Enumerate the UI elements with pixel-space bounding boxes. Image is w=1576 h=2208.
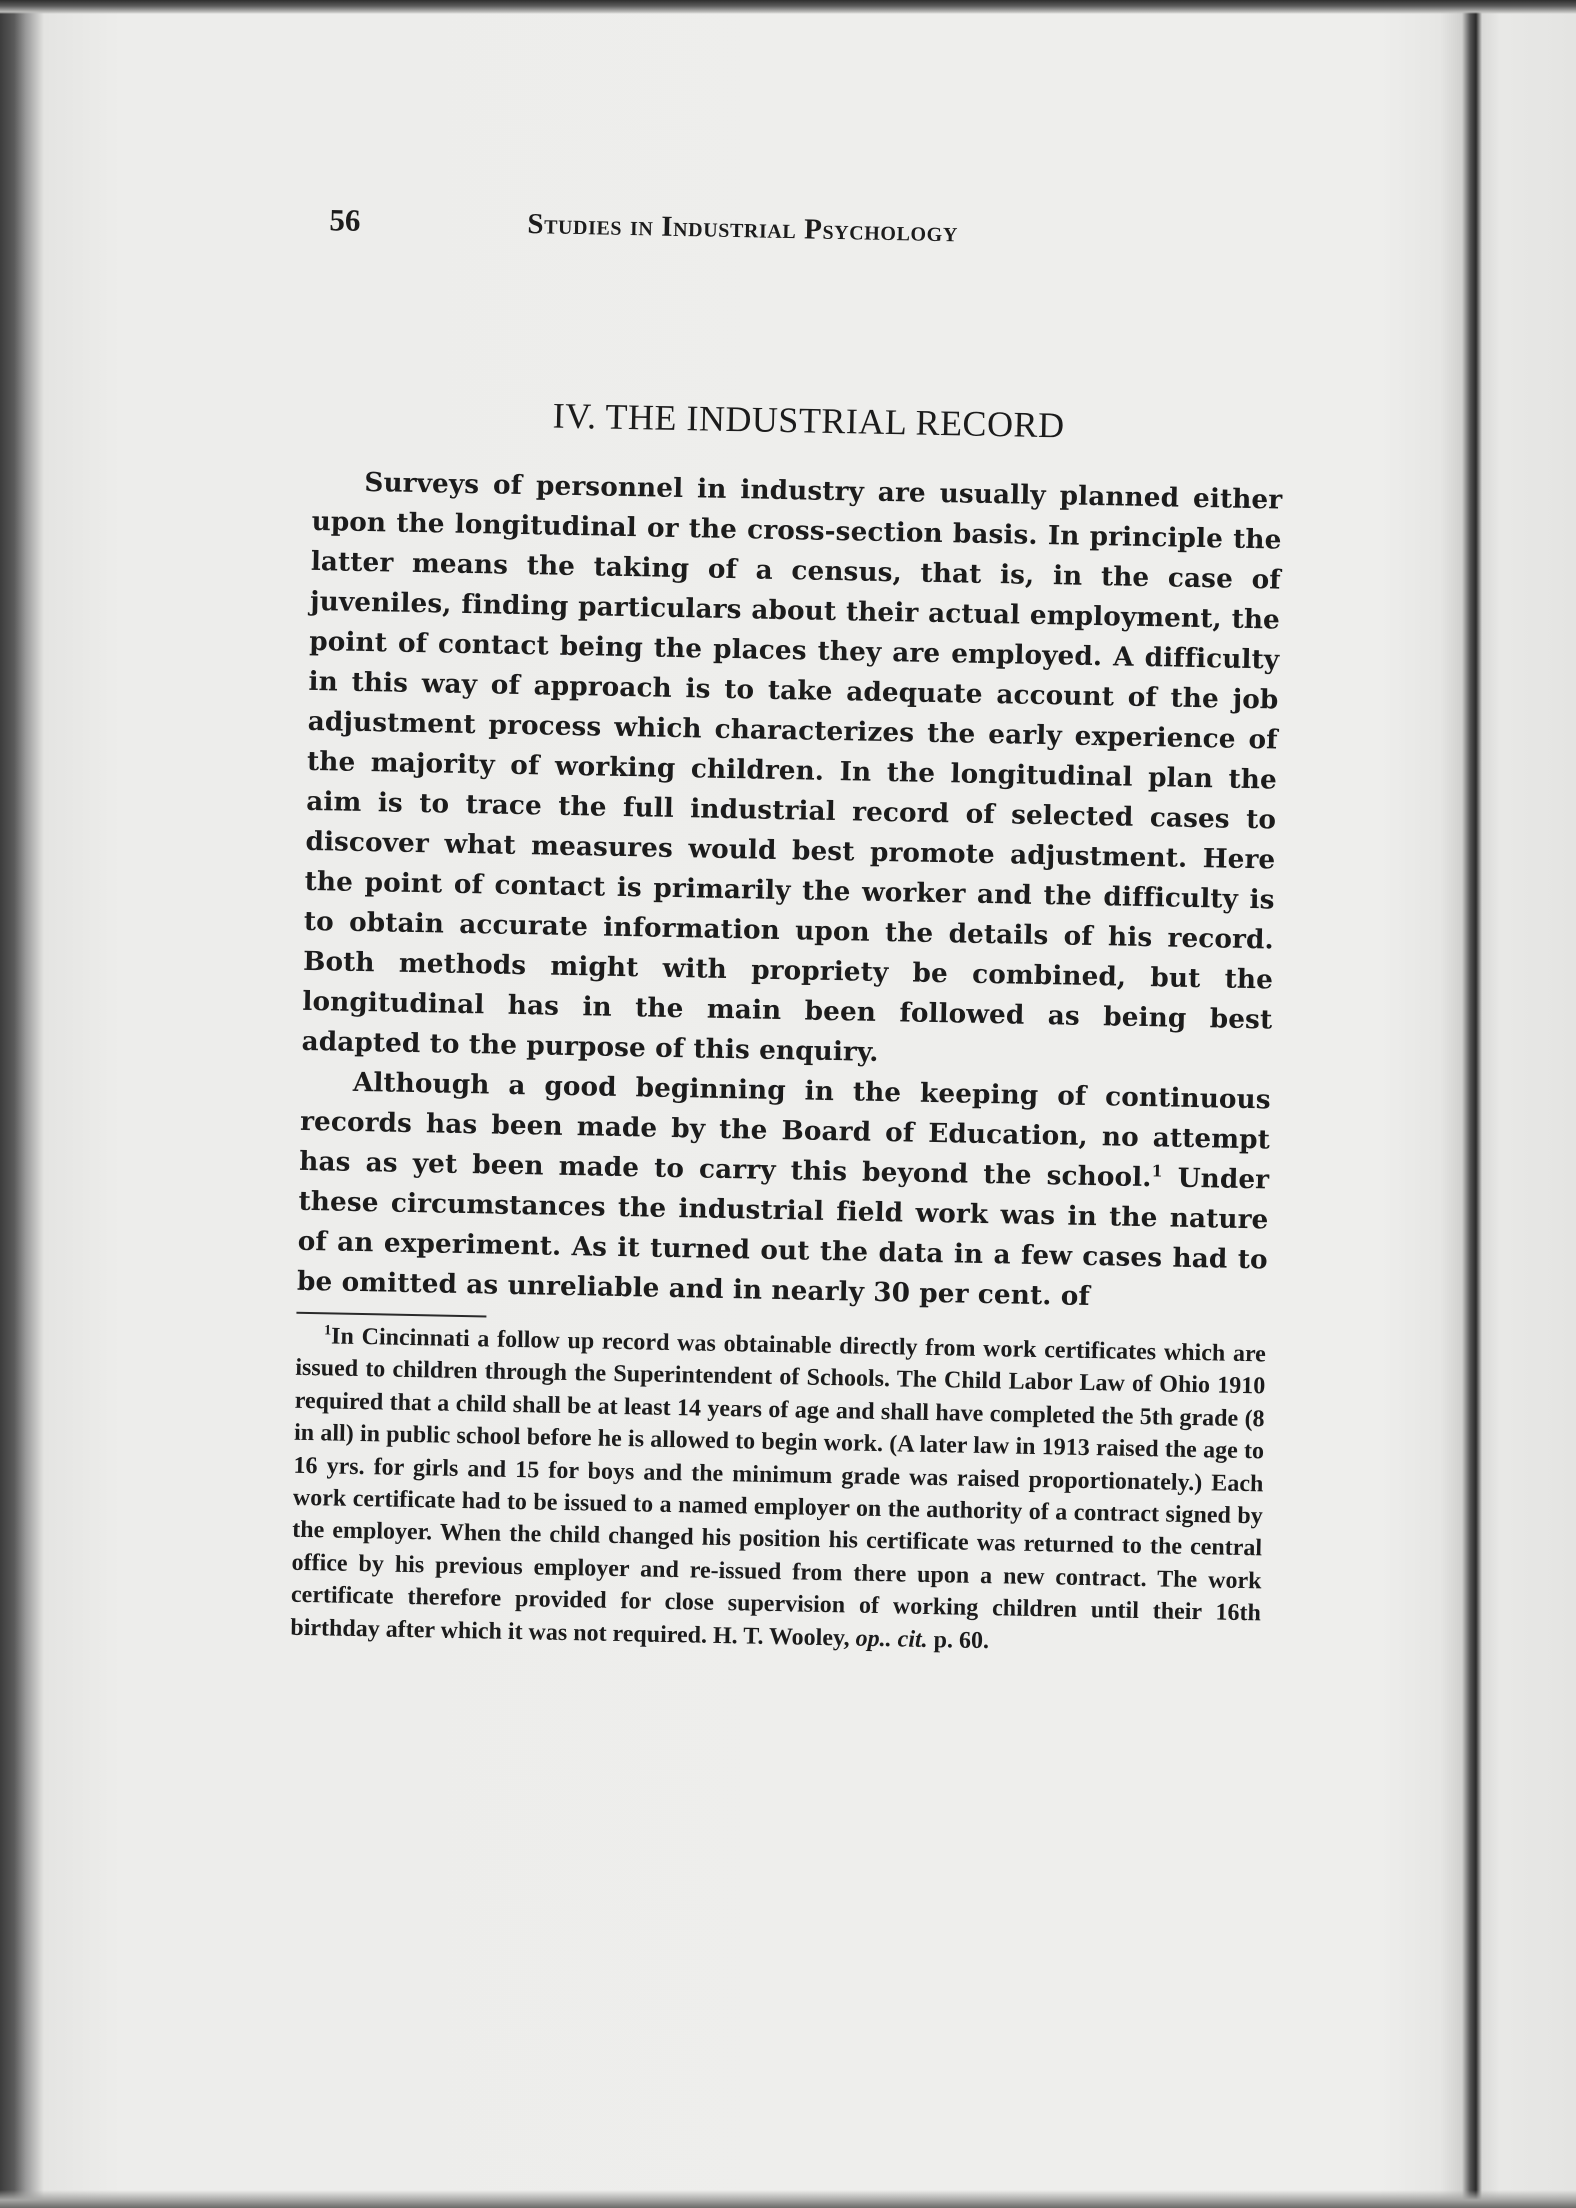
footnote-text: In Cincinnati a follow up record was obtainable directly from work certificates which are issued to children through the Superintendent of Schools. The Child Labor Law of Ohio 1910 required that a child shall be at least 14 years of age and shall have completed the 5th grade (8 in all) in public school before he is allowed to begin work. (A later law in 1913 raised the age to 16 yrs. for girls and 15 for boys and the minimum grade was raised proportionately.) Each work certificate had to be issued to a named employer on the authority of a contract signed by the employer. When the child changed his position his certificate was returned to the central office by his previous employer and re-issued from there upon a new contract. The work certificate therefore provided for close supervision of working children until their 16th birthday after which it was not required. H. T. Wooley, xyxy=(290,1323,1267,1652)
page-top-edge xyxy=(0,0,1576,14)
footnote-marker: 1 xyxy=(323,1322,332,1339)
body-paragraph xyxy=(297,1062,1271,1321)
body-text xyxy=(297,462,1283,1320)
paragraph-1-text: Surveys of personnel in industry are usually planned either upon the longitudinal or the cross-section basis. In principle the latter means the taking of a census, that is, in the case of juveniles, finding particulars about their actual employment, the point of contact being the places they are employed. A difficulty in this way of approach is to take adequate account of the job adjustment process which characterizes the early experience of the majority of working children. In the longitudinal plan the aim is to trace the full industrial record of selected cases to discover what measures would best promote adjustment. Here the point of contact is primarily the worker and the difficulty is to obtain accurate information upon the details of his record. Both methods might with propriety be combined, but the longitudinal has in the main been followed as being best adapted to the purpose of this enquiry. xyxy=(301,466,1283,1068)
page-bottom-edge xyxy=(0,2190,1576,2208)
book-page xyxy=(290,190,1288,1662)
footnote-rule xyxy=(296,1312,486,1318)
footnote-reference: 1 xyxy=(1151,1161,1163,1181)
page-number: 56 xyxy=(329,202,361,238)
paragraph-2-text: Although a good beginning in the keeping of continuous records has been made by the Board of Education, no attempt has as yet been made to carry this beyond the school. xyxy=(299,1066,1272,1194)
running-title: Studies in Industrial Psychology xyxy=(527,208,959,249)
body-paragraph xyxy=(301,462,1282,1081)
footnote-paragraph xyxy=(290,1320,1266,1663)
section-heading: IV. THE INDUSTRIAL RECORD xyxy=(552,395,1065,446)
footnote xyxy=(290,1320,1266,1663)
paragraph-2-continuation: Under these circumstances the industrial field work was in the nature of an experiment. As it turned out the data in a few cases had to be omitted as unreliable and in nearly 30 per cent. of xyxy=(296,1162,1270,1313)
footnote-citation-italic: op.. cit. xyxy=(855,1625,928,1653)
footnote-citation-end: p. 60. xyxy=(933,1626,990,1654)
